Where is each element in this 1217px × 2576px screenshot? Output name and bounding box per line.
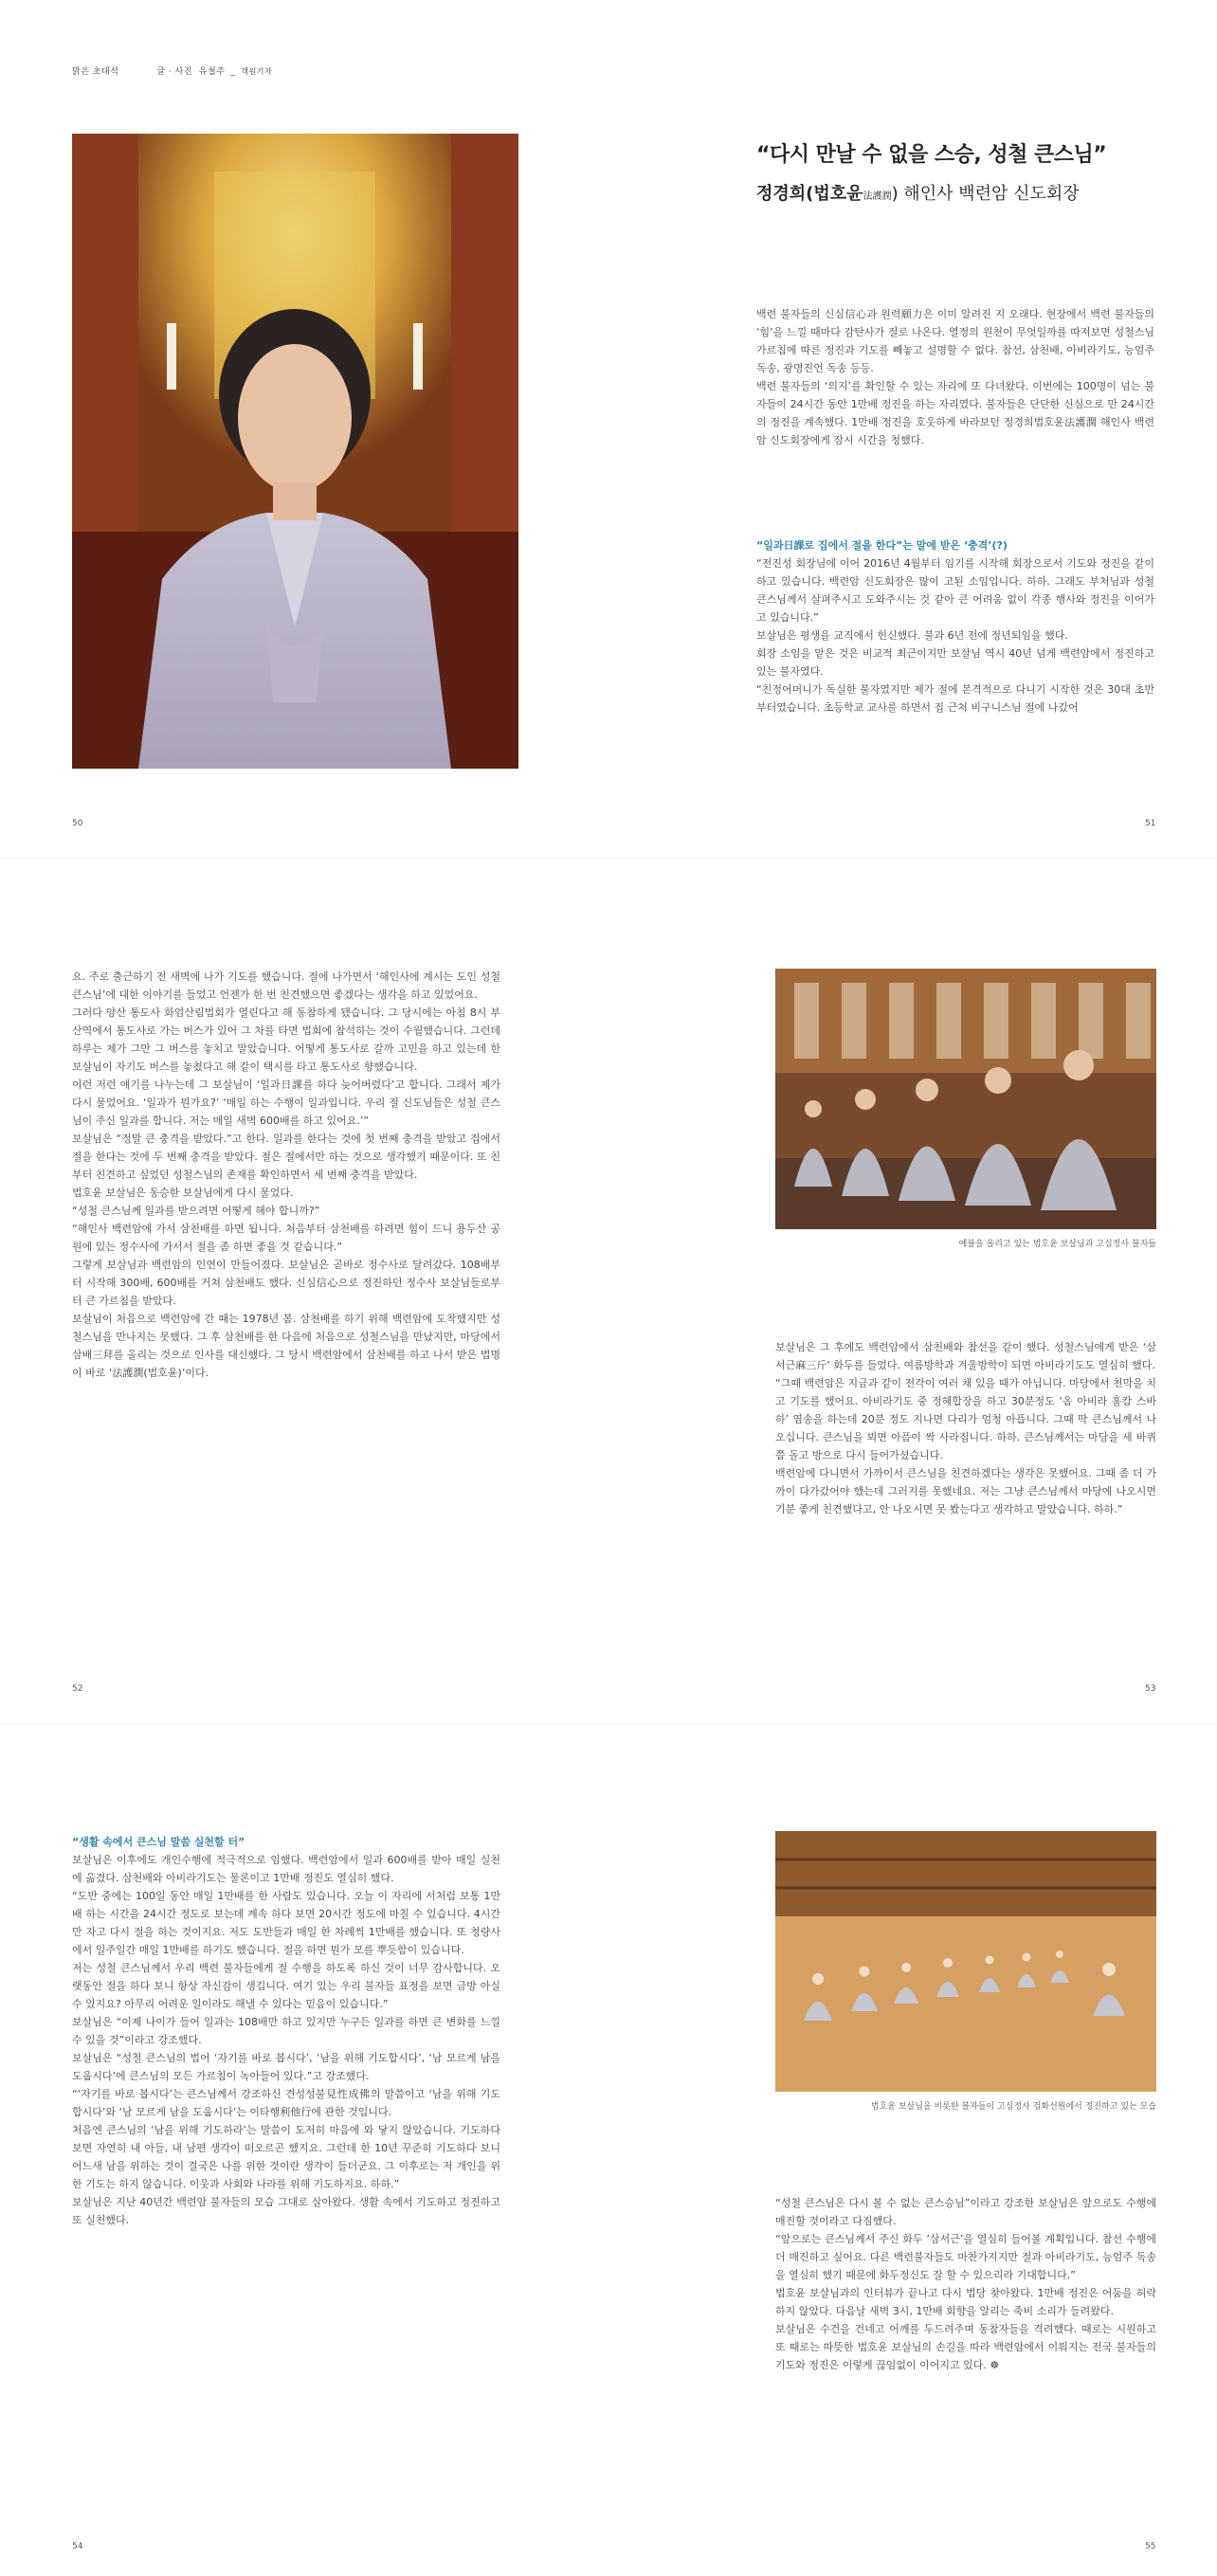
author-role: 객원기자 — [241, 67, 273, 76]
photo-caption: 법호윤 보살님을 비롯한 불자들이 고심정사 겁화선원에서 정진하고 있는 모습 — [870, 2102, 1156, 2112]
body-paragraph: 법호윤 보살님은 동승한 보살님에게 다시 물었다. — [72, 1187, 294, 1199]
credit-prefix: 글 · 사진 — [156, 67, 193, 77]
body-paragraph: 백련암에 다니면서 가까이서 큰스님을 친견하겠다는 생각은 못했어요. 그때 좀 더 가까이 다가갔어야 했는데 그러지를 못했네요. 저는 그냥 큰스님께서 마당에 나오시면 기분 좋게 친견했다고, 안 나오시면 못 봤는다고 생각하고 말았습니다. 하하.” — [775, 1467, 1156, 1515]
body-paragraph: 보살님은 평생을 교직에서 헌신했다. 불과 6년 전에 정년퇴임을 했다. — [756, 629, 1068, 642]
body-paragraph: 보살님은 지난 40년간 백련암 불자들의 모습 그대로 살아왔다. 생활 속에서 기도하고 정진하고 또 실천했다. — [72, 2196, 500, 2226]
running-header: 맑은 초대석 글 · 사진 유철주 _ 객원기자 — [72, 67, 273, 77]
page-number: 52 — [72, 1684, 83, 1694]
body-paragraph: “성철 큰스님께 일과를 받으려면 어떻게 해야 합니까?” — [72, 1205, 320, 1217]
body-paragraph: “앞으로는 큰스님께서 주신 화두 ‘삼서근’을 열심히 들어볼 계획입니다. 참선 수행에 더 매진하고 싶어요. 다른 백련불자들도 마찬가지지만 절과 아비라기도, 능엄주 독송을 열심히 했기 때문에 화두정신도 잘 할 수 있으리라 기대합니다.” — [775, 2233, 1156, 2281]
article-subtitle — [756, 180, 1080, 205]
spread-divider — [0, 1723, 1217, 1724]
body-paragraph: 보살님은 수건을 건네고 어깨를 두드려주며 동참자들을 격려했다. 때로는 시원하고 또 때로는 따뜻한 법호윤 보살님의 손길을 따라 백련암에서 이뤄지는 전국 불자들의 기도와 정진은 이렇게 끊임없이 이어지고 있다. ☸ — [775, 2323, 1156, 2371]
body-paragraph: 보살님은 이후에도 개인수행에 적극적으로 임했다. 백련암에서 일과 600배를 받아 매일 실천에 옮겼다. 삼천배와 아비라기도는 물론이고 1만배 정진도 열심히 했다. — [72, 1854, 500, 1884]
page-number: 55 — [1145, 2542, 1156, 2551]
page55-body — [775, 2194, 1156, 2374]
body-paragraph: “친정어머니가 독실한 불자였지만 제가 절에 본격적으로 다니기 시작한 것은 30대 초반부터였습니다. 초등학교 교사를 하면서 집 근처 비구니스님 절에 나갔어 — [756, 683, 1154, 714]
section-subhead: “일과日課로 집에서 절을 한다”는 말에 받은 ‘충격’(?) — [756, 539, 1008, 552]
body-paragraph: 보살님은 “정말 큰 충격을 받았다.”고 한다. 일과를 한다는 것에 첫 번째 충격을 받았고 집에서 절을 한다는 것에 두 번째 충격을 받았다. 절은 절에서만 하는 것으로 생각했기 때문이다. 또 친부터 친견하고 싶었던 성철스님의 존재를 확인하면서 세 번째 충격을 받았다. — [72, 1133, 500, 1181]
body-paragraph: “도반 중에는 100일 동안 매일 1만배를 한 사람도 있습니다. 오늘 이 자리에 서처럼 보통 1만배 하는 시간을 24시간 정도로 보는데 계속 하다 보면 20시간 정도에 마칠 수 있습니다. 4시간만 자고 다시 절을 하는 것이지요. 저도 도반들과 매일 한 차례씩 1만배를 했습니다. 또 청량사에서 일주일간 매일 1만배를 하기도 했습니다. 절을 하면 뭔가 모를 뿌듯함이 있습니다. — [72, 1890, 500, 1956]
author-name: 유철주 — [198, 67, 226, 77]
subject-name: 정경희(법호윤 — [756, 184, 863, 204]
page54-body — [72, 1833, 500, 2229]
article-title: “다시 만날 수 없을 스승, 성철 큰스님” — [756, 143, 1107, 167]
body-paragraph: 회장 소임을 맡은 것은 비교적 최근이지만 보살님 역시 40년 넘게 백련암에서 정진하고 있는 불자였다. — [756, 647, 1154, 678]
subject-role: ) 해인사 백련암 신도회장 — [891, 184, 1080, 204]
body-paragraph: 그러다 양산 통도사 화엄산림법회가 열린다고 해 동참하게 됐습니다. 그 당시에는 아침 8시 부산역에서 통도사로 가는 버스가 있어 그 차를 타면 법회에 참석하는 것이 수월했습니다. 그런데 하루는 제가 그만 그 버스를 놓치고 말았습니다. 어떻게 통도사로 갈까 고민을 하고 있는데 한 보살님이 자기도 버스를 놓쳤다고 해 같이 택시를 타고 통도사로 향했습니다. — [72, 1007, 500, 1073]
body-paragraph: 요. 주로 출근하기 전 새벽에 나가 기도를 했습니다. 절에 나가면서 ‘해인사에 계시는 도인 성철 큰스님’에 대한 이야기를 들었고 언젠가 한 번 친견했으면 좋겠다는 생각을 하고 있었어요. — [72, 971, 500, 1001]
page51-body — [756, 536, 1154, 717]
page52-body — [72, 968, 500, 1382]
subject-hanja: 法護潤 — [863, 191, 892, 202]
body-paragraph: 처음엔 큰스님의 ‘남을 위해 기도하라’는 말씀이 도저히 마음에 와 닿지 않았습니다. 기도하다 보면 자연히 내 아들, 내 남편 생각이 떠오르곤 했지요. 그런데 한 10년 꾸준히 기도하다 보니 어느새 남을 위하는 것이 결국은 나를 위한 것이란 생각이 들더군요. 그 이후로는 저 개인을 위한 기도는 하지 않습니다. 이웃과 사회와 나라를 위해 기도하지요. 하하.” — [72, 2124, 500, 2190]
page-number: 51 — [1145, 819, 1156, 828]
body-paragraph: “전진성 회장님에 이어 2016년 4월부터 임기를 시작해 회장으로서 기도와 정진을 같이 하고 있습니다. 백련암 신도회장은 많이 고된 소임입니다. 하하. 그래도 부처님과 성철 큰스님께서 살펴주시고 도와주시는 것 같아 큰 어려움 없이 각종 행사와 정진을 이어가고 있습니다.” — [756, 557, 1154, 624]
body-paragraph: 보살님은 “이제 나이가 들어 일과는 108배만 하고 있지만 누구든 일과를 하면 큰 변화를 느낄 수 있을 것”이라고 강조했다. — [72, 2016, 500, 2046]
body-paragraph: 보살님은 “성철 큰스님의 법어 ‘자기를 바로 봅시다’, ‘남을 위해 기도합시다’, ‘남 모르게 남을 도웁시다’에 큰스님의 모든 가르침이 녹아들어 있다.”고 강조했다. — [72, 2052, 500, 2082]
portrait-photo — [72, 134, 518, 769]
body-paragraph: “해인사 백련암에 가서 삼천배를 하면 됩니다. 처음부터 삼천배를 하려면 힘이 드니 용두산 공원에 있는 정수사에 가서서 절을 좀 하면 좋을 것 같습니다.” — [72, 1223, 500, 1253]
page-number: 54 — [72, 2542, 83, 2551]
body-paragraph: 보살님이 처음으로 백련암에 간 때는 1978년 봄. 삼천배를 하기 위해 백련암에 도착했지만 성철스님을 만나지는 못했다. 그 후 삼천배를 한 다음에 처음으로 성철스님을 만났지만, 마당에서 삼배三拜를 올리는 것으로 인사를 대신했다. 그 당시 백련암에서 삼천배를 하고 나서 받은 법명이 바로 ‘法護潤(법호윤)’이다. — [72, 1313, 500, 1379]
body-paragraph: “그때 백련암은 지금과 같이 전각이 여러 채 있을 때가 아닙니다. 마당에서 천막을 치고 기도를 했어요. 아비라기도 중 정혜합장을 하고 30분정도 ‘옴 아비라 훔캄 스바하’ 염송을 하는데 20분 정도 지나면 다리가 엄청 아픕니다. 그때 딱 큰스님께서 나오십니다. 큰스님을 뵈면 아픔이 싹 사라집니다. 하하. 큰스님께서는 마당을 세 바퀴 쯤 돌고 방으로 다시 들어가셨습니다. — [775, 1377, 1156, 1461]
intro-paragraph: 백련 불자들의 ‘의지’를 확인할 수 있는 자리에 또 다녀왔다. 이번에는 100명이 넘는 불자들이 24시간 동안 1만배 정진을 하는 자리였다. 불자들은 단단한 신심으로 만 24시간의 정진을 계속했다. 1만배 정진을 호웃하게 바라보던 정경희법호윤法護潤 해인사 백련암 신도회장에게 잠시 시간을 청했다. — [756, 380, 1154, 446]
meditation-hall-photo — [775, 1831, 1156, 2092]
intro-text — [756, 305, 1154, 449]
page-number: 53 — [1145, 1684, 1156, 1694]
body-paragraph: “성철 큰스님은 다시 볼 수 없는 큰스승님”이라고 강조한 보살님은 앞으로도 수행에 매진할 것이라고 다짐했다. — [775, 2197, 1156, 2227]
section-name: 맑은 초대석 — [72, 67, 119, 77]
section-subhead: “생활 속에서 큰스님 말씀 실천할 터” — [72, 1836, 245, 1848]
body-paragraph: “‘자기를 바로 봅시다’는 큰스님께서 강조하신 견성성불見性成佛의 말씀이고 ‘남을 위해 기도합시다’와 ‘남 모르게 남을 도웁시다’는 이타행利他行에 관한 것입니다. — [72, 2088, 500, 2118]
body-paragraph: 법호윤 보살님과의 인터뷰가 끝나고 다시 법당 찾아왔다. 1만배 정진은 어둠을 허락하지 않았다. 다음날 새벽 3시, 1만배 회향을 알리는 죽비 소리가 들려왔다. — [775, 2287, 1156, 2317]
photo-caption: 예불을 올리고 있는 법호윤 보살님과 고심정사 불자들 — [958, 1240, 1156, 1249]
intro-paragraph: 백련 불자들의 신심信心과 원력願力은 이미 알려진 지 오래다. 현장에서 백련 불자들의 ‘힘’을 느낄 때마다 감탄사가 절로 나온다. 열정의 원천이 무엇일까를 따져보면 성철스님 가르침에 따른 정진과 기도를 빼놓고 설명할 수 없다. 참선, 삼천배, 아비라기도, 능엄주 독송, 광명진언 독송 등등. — [756, 308, 1154, 374]
spread-divider — [0, 858, 1217, 859]
page-number: 50 — [72, 819, 83, 828]
body-paragraph: 이런 저런 얘기를 나누는데 그 보살님이 ‘일과日課를 하다 늦어버렸다’고 합니다. 그래서 제가 다시 물었어요. ‘일과가 뭔가요?’ ‘매일 하는 수행이 일과입니다. 우리 절 신도님들은 성철 큰스님이 주신 일과를 합니다. 저는 매일 새벽 600배를 하고 있어요.’” — [72, 1079, 500, 1127]
prayer-photo — [775, 969, 1156, 1229]
body-paragraph: 저는 성철 큰스님께서 우리 백련 불자들에게 절 수행을 하도록 하신 것이 너무 감사합니다. 오랫동안 절을 하다 보니 항상 자신감이 생깁니다. 여기 있는 우리 불자들 표정을 보면 금방 아실 수 있지요? 아무리 어려운 일이라도 해낼 수 있다는 믿음이 있습니다.” — [72, 1962, 500, 2010]
body-paragraph: 그렇게 보살님과 백련암의 인연이 만들어졌다. 보살님은 곧바로 정수사로 달려갔다. 108배부터 시작해 300배, 600배를 거쳐 삼천배도 했다. 신심信心으로 정진하던 정수사 보살님들로부터 큰 가르침을 받았다. — [72, 1259, 500, 1307]
page53-body — [775, 1338, 1156, 1518]
body-paragraph: 보살님은 그 후에도 백련암에서 삼천배와 참선을 같이 했다. 성철스님에게 받은 ‘삼서근麻三斤’ 화두를 들었다. 여름방학과 겨울방학이 되면 아비라기도도 열심히 했다. — [775, 1341, 1156, 1371]
